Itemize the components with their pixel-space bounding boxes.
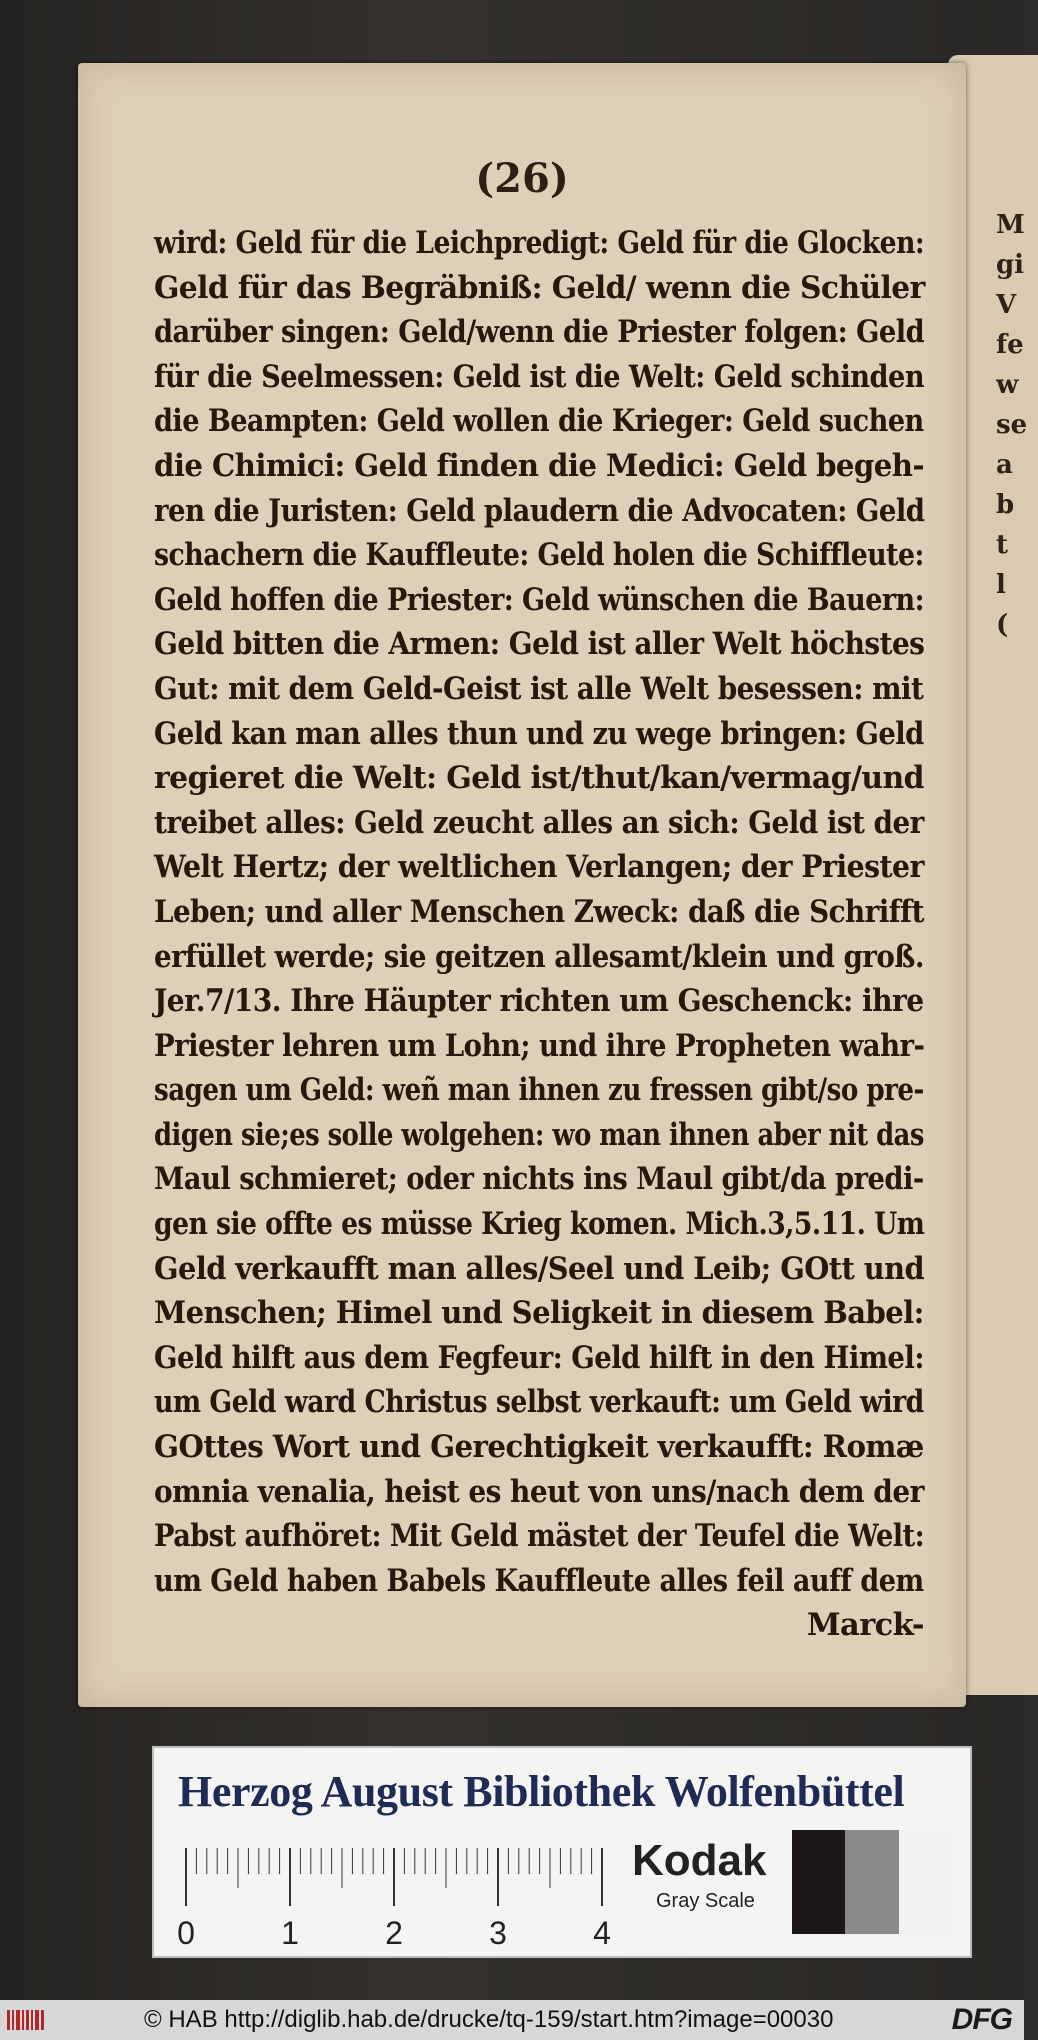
library-barcode-icon bbox=[6, 2007, 46, 2033]
text-line: Geld hoffen die Priester: Geld wünschen die Bauern: bbox=[154, 581, 925, 618]
ruler-number: 3 bbox=[489, 1915, 507, 1951]
facing-fragment: b bbox=[996, 490, 1015, 520]
facing-fragment: l bbox=[996, 570, 1006, 600]
text-line: darüber singen: Geld/wenn die Priester folgen: Geld bbox=[154, 314, 925, 351]
dfg-logo: DFG bbox=[951, 2003, 1012, 2036]
facing-fragment: fe bbox=[996, 330, 1024, 360]
catchword: Marck- bbox=[806, 1607, 924, 1644]
text-line: Pabst aufhöret: Mit Geld mästet der Teufel die Welt: bbox=[154, 1518, 925, 1555]
text-line: treibet alles: Geld zeucht alles an sich: Geld ist der bbox=[154, 804, 924, 841]
ruler bbox=[177, 1840, 611, 1951]
text-line: Menschen; Himel und Seligkeit in diesem Babel: bbox=[154, 1295, 924, 1332]
text-line: schachern die Kauffleute: Geld holen die Schiffleute: bbox=[154, 537, 924, 574]
kodak-logo: Kodak bbox=[632, 1836, 767, 1885]
calibration-target bbox=[152, 1746, 972, 1958]
facing-fragment: a bbox=[996, 450, 1013, 480]
footer-link[interactable]: © HAB http://diglib.hab.de/drucke/tq-159/start.htm?image=00030 bbox=[144, 2006, 834, 2033]
text-line: Geld verkaufft man alles/Seel und Leib; GOtt und bbox=[154, 1250, 925, 1287]
footer-bar bbox=[0, 2000, 1024, 2040]
text-line: Geld kan man alles thun und zu wege bringen: Geld bbox=[154, 715, 924, 752]
facing-fragment: w bbox=[996, 370, 1019, 400]
text-line: Geld für das Begräbniß: Geld/ wenn die Schüler bbox=[154, 269, 925, 306]
text-line: Geld hilft aus dem Fegfeur: Geld hilft in den Himel: bbox=[154, 1339, 924, 1376]
text-line: Gut: mit dem Geld-Geist ist alle Welt besessen: mit bbox=[154, 670, 924, 707]
text-line: Maul schmieret; oder nichts ins Maul gibt/da predi- bbox=[154, 1161, 924, 1198]
gray-patch bbox=[845, 1830, 898, 1934]
text-line: erfüllet werde; sie geitzen allesamt/klein und groß. bbox=[154, 938, 924, 975]
text-line: Jer.7/13. Ihre Häupter richten um Geschenck: ihre bbox=[154, 983, 924, 1020]
page-text bbox=[154, 221, 924, 1648]
book-page bbox=[78, 63, 966, 1707]
text-line: gen sie offte es müsse Krieg komen. Mich.3,5.11. Um bbox=[154, 1206, 925, 1243]
text-line: wird: Geld für die Leichpredigt: Geld für die Glocken: bbox=[154, 225, 925, 261]
facing-fragment: M bbox=[996, 210, 1025, 240]
library-name: Herzog August Bibliothek Wolfenbüttel bbox=[178, 1767, 905, 1816]
gray-scale-label: Gray Scale bbox=[656, 1890, 755, 1912]
gray-scale-patches bbox=[792, 1830, 952, 1934]
ruler-number: 2 bbox=[385, 1915, 403, 1951]
facing-fragment: V bbox=[996, 290, 1017, 320]
text-line: GOttes Wort und Gerechtigkeit verkaufft: Romæ bbox=[154, 1429, 924, 1466]
facing-fragment: gi bbox=[996, 250, 1025, 280]
text-line: die Chimici: Geld finden die Medici: Geld begeh- bbox=[154, 447, 925, 484]
text-line: ren die Juristen: Geld plaudern die Advocaten: Geld bbox=[154, 492, 925, 529]
text-line: für die Seelmessen: Geld ist die Welt: Geld schinden bbox=[154, 358, 925, 395]
ruler-number: 0 bbox=[177, 1915, 195, 1951]
facing-fragment: se bbox=[996, 410, 1028, 440]
gray-patch bbox=[792, 1830, 845, 1934]
text-line: Welt Hertz; der weltlichen Verlangen; der Priester bbox=[154, 849, 924, 886]
text-line: Leben; und aller Menschen Zweck: daß die Schrifft bbox=[154, 893, 924, 930]
text-line: Geld bitten die Armen: Geld ist aller Welt höchstes bbox=[154, 626, 925, 663]
text-line: digen sie;es solle wolgehen: wo man ihnen aber nit das bbox=[154, 1116, 924, 1153]
facing-fragment: ( bbox=[996, 610, 1009, 640]
ruler-number: 4 bbox=[593, 1915, 611, 1951]
ruler-number: 1 bbox=[281, 1915, 299, 1951]
text-line: regieret die Welt: Geld ist/thut/kan/vermag/und bbox=[154, 760, 924, 797]
text-line: um Geld haben Babels Kauffleute alles feil auff dem bbox=[154, 1562, 924, 1599]
text-line: die Beampten: Geld wollen die Krieger: Geld suchen bbox=[154, 403, 924, 440]
facing-fragment: t bbox=[996, 530, 1009, 560]
text-line: um Geld ward Christus selbst verkauft: um Geld wird bbox=[154, 1384, 924, 1421]
page-number: (26) bbox=[475, 155, 569, 202]
gray-patch bbox=[899, 1830, 952, 1934]
text-line: sagen um Geld: weñ man ihnen zu fressen gibt/so pre- bbox=[154, 1072, 924, 1109]
text-line: Priester lehren um Lohn; und ihre Propheten wahr- bbox=[154, 1027, 925, 1064]
text-line: omnia venalia, heist es heut von uns/nach dem der bbox=[154, 1473, 924, 1510]
